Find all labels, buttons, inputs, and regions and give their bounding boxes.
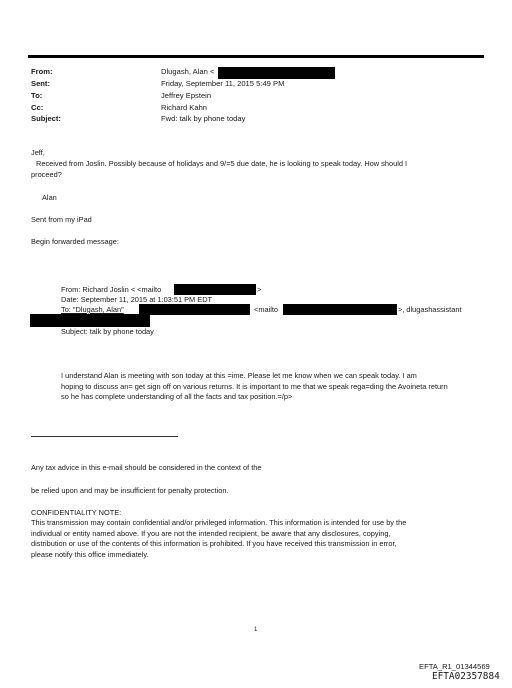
signature: Alan — [42, 193, 57, 202]
conf-line-4: please notify this office immediately. — [31, 549, 149, 559]
signature-divider — [31, 436, 178, 437]
fwd-message-line-1: I understand Alan is meeting with son today at this =ime. Please let me know when we can speak today. I am — [61, 371, 417, 380]
conf-line-3: distribution or use of the contents of this information is prohibited. If you have received this transmission in error, — [31, 539, 397, 549]
confidentiality-title: CONFIDENTIALITY NOTE: — [31, 508, 122, 517]
fwd-date-line: Date: September 11, 2015 at 1:03:51 PM EDT — [61, 295, 213, 304]
from-value: Dlugash, Alan < — [161, 67, 215, 76]
redaction-fwd-to-mailto — [283, 304, 397, 315]
redaction-fwd-to-email — [139, 304, 250, 315]
fwd-message-line-2: hoping to discuss an= get sign off on various returns. It is important to me that we speak rega=ding the Avoineta return — [61, 381, 448, 391]
fwd-message — [61, 371, 481, 403]
sent-value: Friday, September 11, 2015 5:49 PM — [161, 79, 285, 88]
redaction-fwd-from-email — [174, 284, 256, 295]
fwd-message-line-3: so he has complete understanding of all the facts and tax position.=/p> — [61, 392, 293, 402]
subject-label: Subject: — [31, 114, 61, 123]
sent-label: Sent: — [31, 79, 50, 88]
body-line-1: Received from Joslin. Possibly because of holidays and 9/=5 due date, he is looking to speak today. How should I — [36, 159, 408, 168]
to-value: Jeffrey Epstein — [161, 91, 212, 100]
confidentiality-body — [31, 518, 481, 560]
body-line-2: proceed? — [31, 170, 62, 179]
header-rule — [28, 55, 484, 58]
relied-upon-text: be relied upon and may be insufficient for penalty protection. — [31, 486, 229, 495]
from-label: From: — [31, 67, 53, 76]
begin-forwarded: Begin forwarded message: — [31, 237, 119, 246]
cc-label: Cc: — [31, 103, 44, 112]
to-label: To: — [31, 91, 43, 100]
fwd-to-line: To: "Dlugash, Alan" — [61, 305, 124, 314]
tax-advice-text: Any tax advice in this e-mail should be considered in the context of the — [31, 463, 262, 472]
fwd-subject-line: Subject: talk by phone today — [61, 327, 154, 336]
redaction-assistant-email — [30, 314, 150, 327]
conf-line-1: This transmission may contain confidential and/or privileged information. This information is intended for use by the — [31, 518, 407, 527]
cc-value: Richard Kahn — [161, 103, 208, 112]
fwd-to-mailto: <mailto — [254, 305, 279, 314]
sent-from: Sent from my iPad — [31, 215, 92, 224]
fwd-to-tail: >, dlugashassistant — [398, 305, 462, 314]
fwd-from-line: From: Richard Joslin < <mailto — [61, 285, 162, 294]
fwd-from-close: > — [257, 285, 262, 294]
conf-line-2: individual or entity named above. If you are not the intended recipient, be aware that any disclosures, copying, — [31, 528, 391, 538]
bates-number-1: EFTA_R1_01344569 — [419, 662, 490, 671]
subject-value: Fwd: talk by phone today — [161, 114, 246, 123]
greeting: Jeff, — [31, 148, 45, 157]
redaction-from-email — [218, 67, 335, 79]
page-number: 1 — [254, 627, 258, 633]
bates-number-2: EFTA02357884 — [432, 671, 500, 682]
